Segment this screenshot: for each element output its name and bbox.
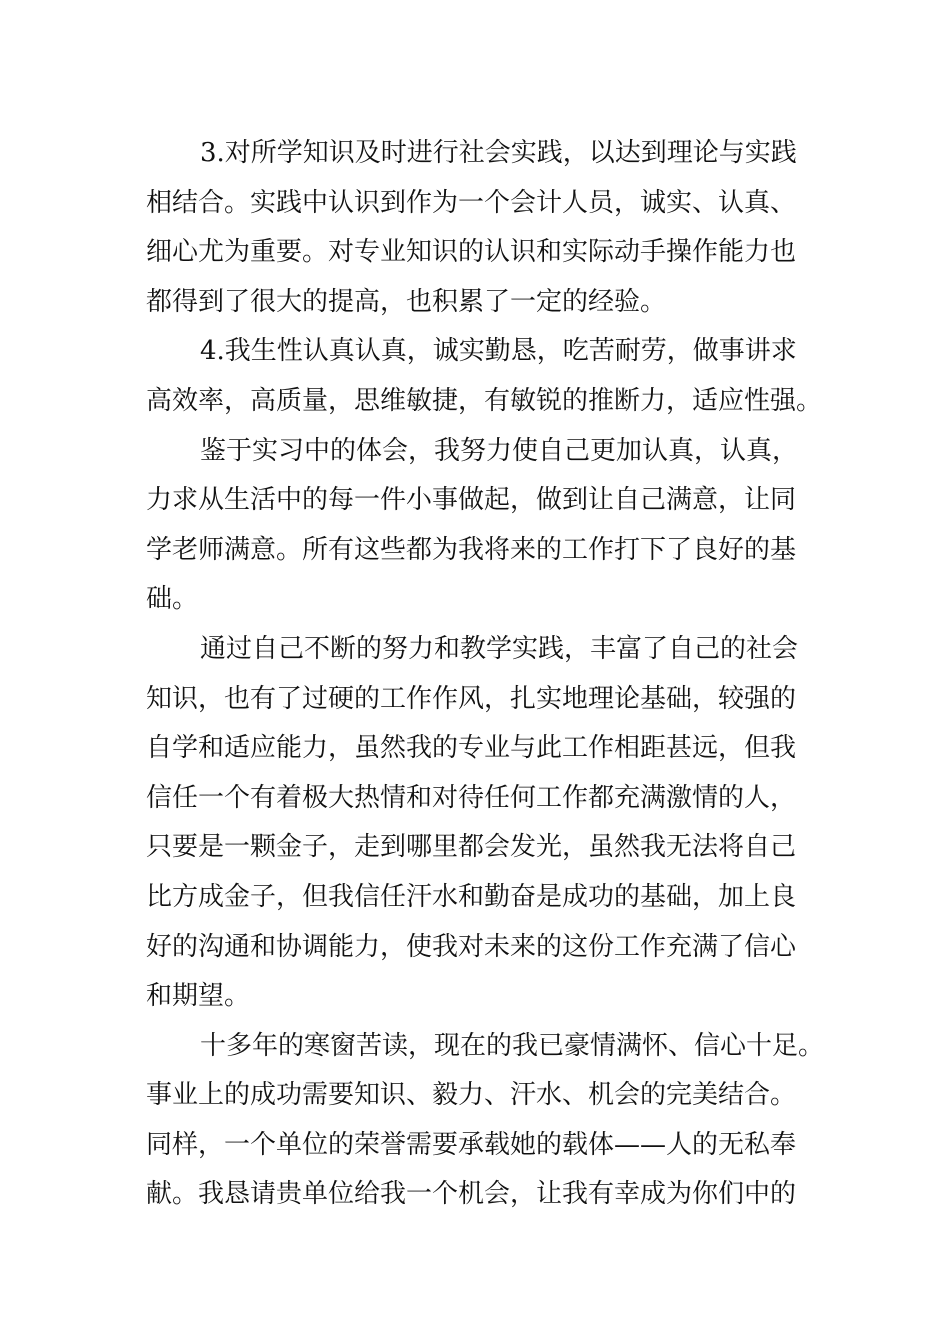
text-line: 十多年的寒窗苦读，现在的我已豪情满怀、信心十足。 <box>200 1030 825 1061</box>
text-line: 事业上的成功需要知识、毅力、汗水、机会的完美结合。 <box>146 1080 797 1111</box>
text-line: 鉴于实习中的体会，我努力使自己更加认真，认真， <box>200 435 799 466</box>
text-line: 3.对所学知识及时进行社会实践，以达到理论与实践 <box>200 138 797 168</box>
text-line: 通过自己不断的努力和教学实践，丰富了自己的社会 <box>200 633 799 664</box>
text-line: 献。我恳请贵单位给我一个机会，让我有幸成为你们中的 <box>146 1179 797 1210</box>
document-body <box>146 129 825 1220</box>
text-line: 4.我生性认真认真，诚实勤恳，吃苦耐劳，做事讲求 <box>200 336 797 367</box>
text-line: 都得到了很大的提高，也积累了一定的经验。 <box>146 286 667 317</box>
text-line: 相结合。实践中认识到作为一个会计人员，诚实、认真、 <box>146 187 797 218</box>
text-line: 自学和适应能力，虽然我的专业与此工作相距甚远，但我 <box>146 733 797 764</box>
text-line: 础。 <box>146 584 199 615</box>
text-line: 好的沟通和协调能力，使我对未来的这份工作充满了信心 <box>146 931 797 962</box>
text-line: 和期望。 <box>146 981 251 1012</box>
text-line: 知识，也有了过硬的工作作风，扎实地理论基础，较强的 <box>146 683 797 714</box>
text-line: 高效率，高质量，思维敏捷，有敏锐的推断力，适应性强。 <box>146 385 823 416</box>
text-line: 只要是一颗金子，走到哪里都会发光，虽然我无法将自己 <box>146 832 797 863</box>
text-line: 学老师满意。所有这些都为我将来的工作打下了良好的基 <box>146 534 797 565</box>
text-line: 信任一个有着极大热情和对待任何工作都充满激情的人， <box>146 782 797 813</box>
text-line: 细心尤为重要。对专业知识的认识和实际动手操作能力也 <box>146 237 797 268</box>
text-line: 同样，一个单位的荣誉需要承载她的载体——人的无私奉 <box>146 1129 797 1160</box>
text-line: 比方成金子，但我信任汗水和勤奋是成功的基础，加上良 <box>146 881 797 912</box>
text-line: 力求从生活中的每一件小事做起，做到让自己满意，让同 <box>146 485 797 516</box>
